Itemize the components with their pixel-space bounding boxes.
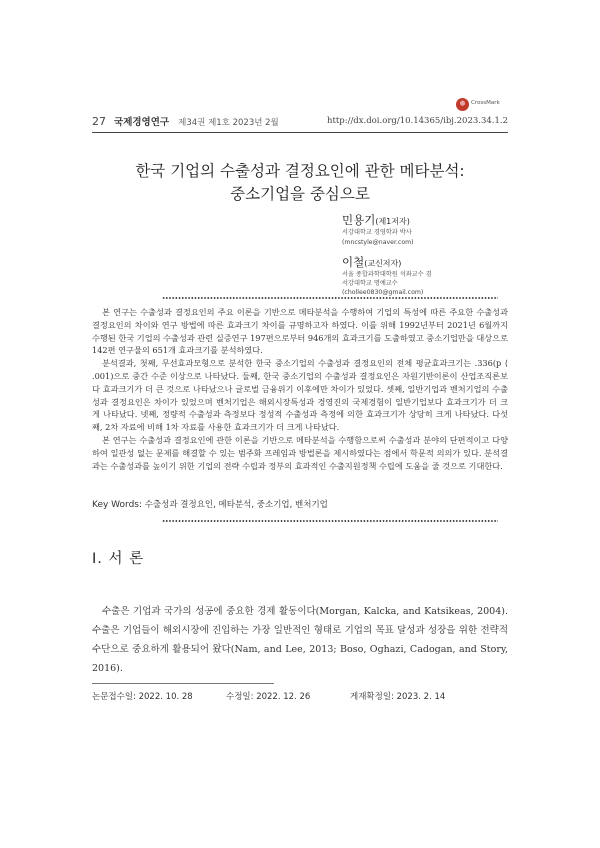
abstract — [92, 306, 508, 472]
author-2 — [342, 254, 401, 270]
received-date: 논문접수일: 2022. 10. 28 — [92, 692, 193, 702]
crossmark-logo[interactable] — [456, 98, 506, 112]
accepted-date: 게재확정일: 2023. 2. 14 — [350, 692, 446, 702]
abstract-top-divider — [162, 297, 498, 299]
paper-title-line-1: 한국 기업의 수출성과 결정요인에 관한 메타분석: — [135, 162, 465, 180]
author-2-affiliation-2: 서강대학교 명예교수 — [342, 280, 398, 287]
paper-title-line-2: 중소기업을 중심으로 — [230, 185, 370, 203]
abstract-paragraph-3: 본 연구는 수출성과 결정요인에 관한 이론을 기반으로 메타분석을 수행함으로써 수출성과 분야의 단편적이고 다양하여 일관성 없는 문제를 해결할 수 있는 범주화 프레임과 방법론을 제시하였다는 점에서 학문적 의의가 있다. 분석결과는 수출성과를 높이기 위한 기업의 전략 수립과 정부의 효과적인 수출지원정책 수립에 도움을 줄 것으로 기대한다. — [92, 434, 508, 471]
doi-link[interactable]: http://dx.doi.org/10.14365/ibj.2023.34.1.2 — [326, 116, 508, 126]
journal-issue: 제34권 제1호 2023년 2월 — [178, 118, 279, 128]
abstract-paragraph-2: 분석결과, 첫째, 무선효과모형으로 분석한 한국 중소기업의 수출성과 결정요인의 전체 평균효과크기는 .336(p ⟨ .001)으로 중간 수준 이상으로 나타났다. 둘째, 한국 중소기업의 수출성과 결정요인은 자원기반이론이 산업조직론보다 효과크기가 더 큰 것으로 나타났으나 글로벌 금융위기 이후에만 차이가 있었다. 셋째, 일반기업과 벤처기업의 수출성과 결정요인은 차이가 있었으며 벤처기업은 해외시장특성과 경영진의 국제경험이 일반기업보다 효과크기가 더 크게 나타났다. 넷째, 정량적 수출성과 측정보다 정성적 수출성과 측정에 의한 효과크기가 상당히 크게 나타났다. 다섯째, 2차 자료에 비해 1차 자료를 사용한 효과크기가 더 크게 나타났다. — [92, 358, 508, 433]
running-header — [92, 114, 279, 128]
page-number: 27 — [92, 115, 106, 128]
keywords-text: 수출성과 결정요인, 메타분석, 중소기업, 벤처기업 — [144, 500, 328, 510]
author-1-email[interactable]: (mncstyle@naver.com) — [342, 239, 414, 246]
section-title: Ⅰ. 서 론 — [92, 551, 145, 567]
abstract-paragraph-1: 본 연구는 수출성과 결정요인의 주요 이론을 기반으로 메타분석을 수행하여 기업의 특성에 따른 주요한 수출성과 결정요인의 차이와 연구 방법에 따른 효과크기 차이를 규명하고자 하였다. 이를 위해 1992년부터 2021년 6월까지 수행된 한국 기업의 수출성과 관련 실증연구 197편으로부터 946개의 효과크기를 도출하였고 중소기업만을 대상으로 142편 연구물의 651개 효과크기를 분석하였다. — [92, 307, 508, 356]
introduction-text — [92, 602, 508, 678]
author-2-email[interactable]: (chollee0830@gmail.com) — [342, 289, 424, 296]
revised-date: 수정일: 2022. 12. 26 — [226, 692, 311, 702]
footnote-rule — [92, 683, 274, 684]
author-2-affiliation-1: 서울 종합과학대학원 석좌교수 겸 — [342, 271, 432, 278]
submission-dates — [92, 690, 445, 702]
author-1-role: (제1저자) — [375, 217, 410, 226]
author-1-name: 민용기 — [342, 213, 376, 227]
introduction-paragraph: 수출은 기업과 국가의 성공에 중요한 경제 활동이다(Morgan, Kalcka, and Katsikeas, 2004). 수출은 기업들이 해외시장에 진입하는 가장 일반적인 형태로 기업의 목표 달성과 성장을 위한 전략적 수단으로 중요하게 활용되어 왔다(Nam, and Lee, 2013; Boso, Oghazi, Cadogan, and Story, 2016). — [92, 606, 508, 674]
keywords-bottom-divider — [162, 520, 498, 522]
author-1-affiliation: 서강대학교 경영학과 박사 — [342, 229, 412, 236]
author-2-name: 이철 — [342, 255, 365, 269]
keywords-label: Key Words: — [92, 500, 143, 510]
author-2-role: (교신저자) — [364, 259, 402, 268]
author-1 — [342, 212, 410, 228]
journal-name: 국제경영연구 — [114, 117, 170, 128]
header-rule — [92, 132, 508, 133]
crossmark-icon — [456, 98, 469, 111]
crossmark-label: CrossMark — [471, 100, 500, 106]
keywords — [92, 498, 328, 510]
